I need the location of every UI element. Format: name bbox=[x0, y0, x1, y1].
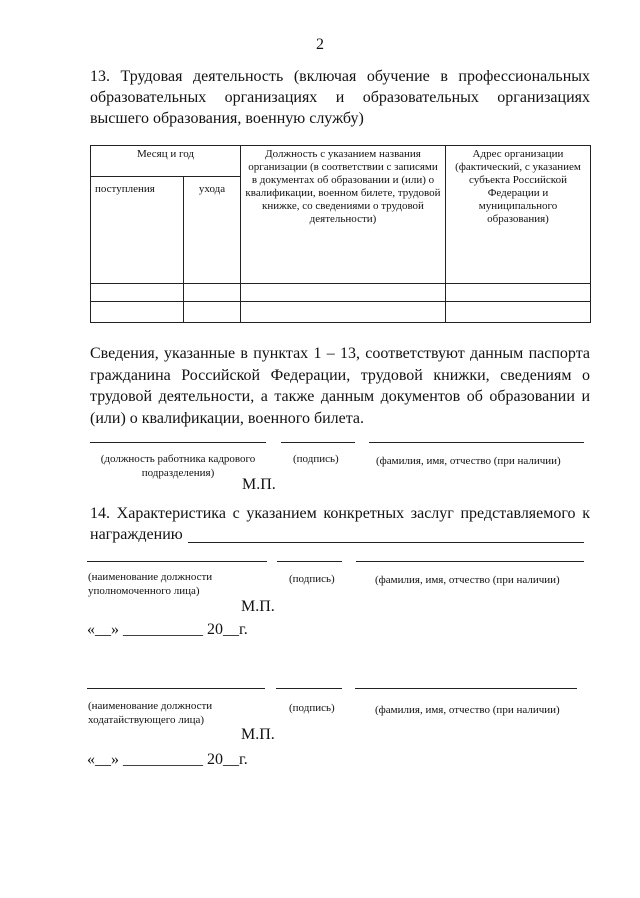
petitioner-position-caption: (наименование должности ходатайствующего лица) bbox=[88, 700, 213, 726]
section-14-heading: 14. Характеристика с указанием конкретных заслуг представляемого к награждению bbox=[90, 505, 590, 543]
table-row bbox=[91, 284, 591, 302]
section-13-heading: 13. Трудовая деятельность (включая обучение в профессиональных образовательных организациях и образовательных организациях высшего образования, военную службу) bbox=[90, 68, 590, 127]
authorized-name-caption: (фамилия, имя, отчество (при наличии) bbox=[375, 574, 560, 586]
page-number: 2 bbox=[316, 36, 324, 53]
characteristic-input-line[interactable] bbox=[188, 542, 584, 543]
petitioner-name-line[interactable] bbox=[355, 688, 577, 689]
petitioner-signature-caption: (подпись) bbox=[289, 702, 335, 714]
characteristic-input-line[interactable] bbox=[87, 561, 267, 562]
petitioner-stamp: М.П. bbox=[241, 726, 275, 743]
authorized-position-caption: (наименование должности уполномоченного лица) bbox=[88, 571, 213, 597]
confirmation-text: Сведения, указанные в пунктах 1 – 13, соответствуют данным паспорта гражданина Российской Федерации, трудовой книжки, сведениям о трудовой деятельности, а также данным документов об образовании и (или) о квалификации, военного билета. bbox=[90, 345, 590, 427]
hr-signature-line[interactable] bbox=[281, 442, 355, 443]
petitioner-date[interactable]: «__» __________ 20__г. bbox=[87, 751, 248, 768]
table-cell[interactable] bbox=[184, 302, 241, 323]
hr-signature-caption: (подпись) bbox=[293, 453, 339, 465]
hr-position-caption: (должность работника кадрового подразделения) bbox=[100, 453, 256, 479]
table-cell[interactable] bbox=[241, 284, 446, 302]
table-cell[interactable] bbox=[184, 284, 241, 302]
hr-name-caption: (фамилия, имя, отчество (при наличии) bbox=[376, 455, 561, 467]
petitioner-name-caption: (фамилия, имя, отчество (при наличии) bbox=[375, 704, 560, 716]
table-cell[interactable] bbox=[446, 284, 591, 302]
col-month-year: Месяц и год bbox=[91, 146, 241, 177]
characteristic-input-line[interactable] bbox=[356, 561, 584, 562]
petitioner-signature-line[interactable] bbox=[276, 688, 342, 689]
col-address: Адрес организации (фактический, с указанием субъекта Российской Федерации и муниципального образования) bbox=[446, 146, 591, 284]
col-position: Должность с указанием названия организации (в соответствии с записями в документах об образовании и (или) о квалификации, военном билете, трудовой книжке, со сведениями о трудовой деятельности) bbox=[241, 146, 446, 284]
table-row bbox=[91, 302, 591, 323]
col-start: поступления bbox=[91, 177, 184, 284]
table-cell[interactable] bbox=[241, 302, 446, 323]
table-cell[interactable] bbox=[446, 302, 591, 323]
hr-stamp: М.П. bbox=[242, 476, 276, 493]
table-cell[interactable] bbox=[91, 302, 184, 323]
authorized-stamp: М.П. bbox=[241, 598, 275, 615]
hr-name-line[interactable] bbox=[369, 442, 584, 443]
hr-position-line[interactable] bbox=[90, 442, 266, 443]
work-history-table bbox=[90, 145, 591, 323]
authorized-signature-caption: (подпись) bbox=[289, 573, 335, 585]
authorized-date[interactable]: «__» __________ 20__г. bbox=[87, 621, 248, 638]
petitioner-position-line[interactable] bbox=[87, 688, 265, 689]
characteristic-input-line[interactable] bbox=[277, 561, 342, 562]
table-cell[interactable] bbox=[91, 284, 184, 302]
col-end: ухода bbox=[184, 177, 241, 284]
